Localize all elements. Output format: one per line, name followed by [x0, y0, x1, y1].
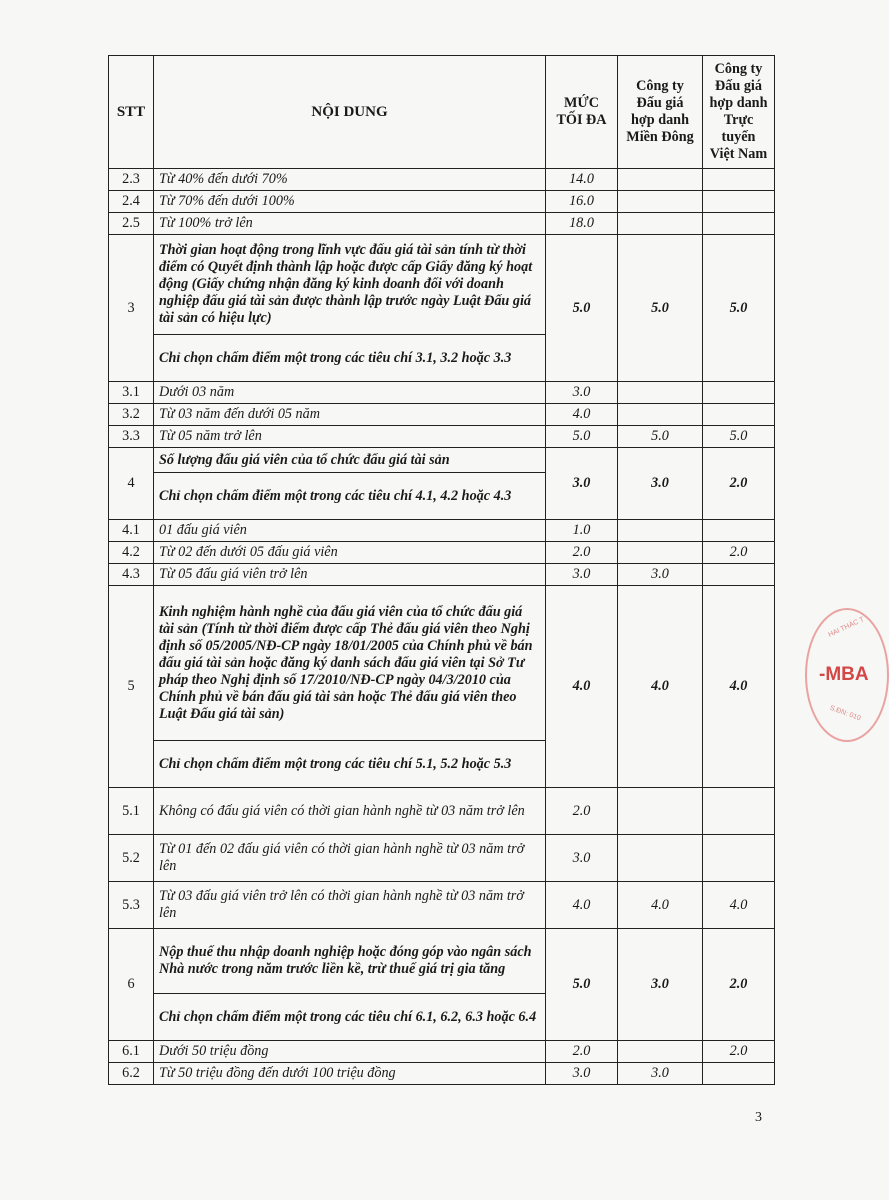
- row-stt: 6: [109, 929, 154, 1041]
- row-max: 2.0: [546, 542, 618, 564]
- table-row: [109, 382, 775, 404]
- row-stt: 5: [109, 586, 154, 788]
- row-company2: 4.0: [703, 882, 775, 929]
- stamp-top-text: HAI THÁC T: [827, 616, 866, 639]
- table-row: [109, 448, 775, 473]
- row-content: 01 đấu giá viên: [154, 520, 546, 542]
- row-company2: [703, 213, 775, 235]
- row-stt: 2.3: [109, 169, 154, 191]
- row-stt: 4.3: [109, 564, 154, 586]
- row-stt: 3.2: [109, 404, 154, 426]
- row-company1: 3.0: [618, 564, 703, 586]
- row-company2: [703, 520, 775, 542]
- row-stt: 2.4: [109, 191, 154, 213]
- table-row: [109, 542, 775, 564]
- row-company1: [618, 542, 703, 564]
- row-company1: [618, 788, 703, 835]
- row-content: Từ 03 đấu giá viên trở lên có thời gian hành nghề từ 03 năm trở lên: [154, 882, 546, 929]
- row-max: 4.0: [546, 586, 618, 788]
- scoring-table: [108, 55, 775, 1085]
- row-stt: 3.3: [109, 426, 154, 448]
- row-max: 5.0: [546, 235, 618, 382]
- table-row: [109, 426, 775, 448]
- table-row: [109, 520, 775, 542]
- row-stt: 5.3: [109, 882, 154, 929]
- table-row: [109, 586, 775, 741]
- row-max: 16.0: [546, 191, 618, 213]
- row-max: 4.0: [546, 882, 618, 929]
- row-company2: [703, 1063, 775, 1085]
- row-company1: [618, 169, 703, 191]
- criterion-note: Chỉ chọn chấm điểm một trong các tiêu chí 4.1, 4.2 hoặc 4.3: [154, 473, 546, 520]
- row-stt: 2.5: [109, 213, 154, 235]
- row-company2: [703, 169, 775, 191]
- row-max: 3.0: [546, 448, 618, 520]
- row-company1: [618, 404, 703, 426]
- header-content: NỘI DUNG: [154, 56, 546, 169]
- row-company1: [618, 213, 703, 235]
- row-company2: 4.0: [703, 586, 775, 788]
- row-max: 2.0: [546, 1041, 618, 1063]
- table-row: [109, 235, 775, 335]
- row-company2: [703, 564, 775, 586]
- row-max: 14.0: [546, 169, 618, 191]
- row-content: Từ 100% trở lên: [154, 213, 546, 235]
- row-stt: 4: [109, 448, 154, 520]
- table-row: [109, 213, 775, 235]
- criterion-title: Kinh nghiệm hành nghề của đấu giá viên của tổ chức đấu giá tài sản (Tính từ thời điểm được cấp Thẻ đấu giá viên theo Nghị định số 05/2005/NĐ-CP ngày 18/01/2005 của Chính phủ về bán đấu giá tài sản hoặc đăng ký danh sách đấu giá viên tại Sở Tư pháp theo Nghị định số 17/2010/NĐ-CP ngày 04/3/2010 của Chính phủ về bán đấu giá tài sản hoặc Thẻ đấu giá viên theo Luật Đấu giá tài sản): [154, 586, 546, 741]
- stamp-bottom-text: S.ĐN: 010: [828, 704, 862, 723]
- table-row: [109, 169, 775, 191]
- table-row: [109, 929, 775, 994]
- row-company1: [618, 520, 703, 542]
- row-stt: 5.2: [109, 835, 154, 882]
- table-row: [109, 191, 775, 213]
- row-company2: [703, 788, 775, 835]
- row-company2: 2.0: [703, 448, 775, 520]
- table-row: [109, 788, 775, 835]
- row-stt: 4.2: [109, 542, 154, 564]
- row-company1: 4.0: [618, 586, 703, 788]
- row-content: Từ 05 đấu giá viên trở lên: [154, 564, 546, 586]
- header-stt: STT: [109, 56, 154, 169]
- red-stamp: [805, 608, 889, 742]
- row-stt: 6.2: [109, 1063, 154, 1085]
- table-row: [109, 1041, 775, 1063]
- row-company2: [703, 404, 775, 426]
- criterion-title: Số lượng đấu giá viên của tổ chức đấu giá tài sản: [154, 448, 546, 473]
- row-content: Từ 50 triệu đồng đến dưới 100 triệu đồng: [154, 1063, 546, 1085]
- row-company2: 5.0: [703, 235, 775, 382]
- stamp-middle-text: -MBA: [819, 664, 869, 685]
- row-content: Từ 02 đến dưới 05 đấu giá viên: [154, 542, 546, 564]
- row-company2: [703, 835, 775, 882]
- row-company2: 2.0: [703, 929, 775, 1041]
- row-content: Từ 03 năm đến dưới 05 năm: [154, 404, 546, 426]
- row-content: Từ 01 đến 02 đấu giá viên có thời gian hành nghề từ 03 năm trở lên: [154, 835, 546, 882]
- row-company1: 3.0: [618, 448, 703, 520]
- row-max: 5.0: [546, 426, 618, 448]
- row-max: 3.0: [546, 1063, 618, 1085]
- criterion-title: Nộp thuế thu nhập doanh nghiệp hoặc đóng góp vào ngân sách Nhà nước trong năm trước liền kề, trừ thuế giá trị gia tăng: [154, 929, 546, 994]
- row-max: 4.0: [546, 404, 618, 426]
- row-content: Dưới 50 triệu đồng: [154, 1041, 546, 1063]
- row-company1: 4.0: [618, 882, 703, 929]
- row-company2: 2.0: [703, 542, 775, 564]
- row-company2: [703, 382, 775, 404]
- row-max: 3.0: [546, 382, 618, 404]
- row-stt: 3: [109, 235, 154, 382]
- row-stt: 5.1: [109, 788, 154, 835]
- table-row: [109, 564, 775, 586]
- header-max-score: MỨC TỐI ĐA: [546, 56, 618, 169]
- row-max: 3.0: [546, 835, 618, 882]
- row-stt: 3.1: [109, 382, 154, 404]
- row-company1: [618, 835, 703, 882]
- table-row: [109, 835, 775, 882]
- row-content: Dưới 03 năm: [154, 382, 546, 404]
- row-company1: 5.0: [618, 426, 703, 448]
- row-company1: 5.0: [618, 235, 703, 382]
- row-company1: [618, 191, 703, 213]
- row-company2: [703, 191, 775, 213]
- header-company-mien-dong: Công ty Đấu giá hợp danh Miền Đông: [618, 56, 703, 169]
- criterion-note: Chỉ chọn chấm điểm một trong các tiêu chí 5.1, 5.2 hoặc 5.3: [154, 741, 546, 788]
- row-company2: 2.0: [703, 1041, 775, 1063]
- criterion-note: Chỉ chọn chấm điểm một trong các tiêu chí 3.1, 3.2 hoặc 3.3: [154, 335, 546, 382]
- row-company1: 3.0: [618, 1063, 703, 1085]
- row-stt: 6.1: [109, 1041, 154, 1063]
- header-company-truc-tuyen: Công ty Đấu giá hợp danh Trực tuyến Việt Nam: [703, 56, 775, 169]
- page-number: 3: [755, 1110, 762, 1125]
- row-company1: [618, 1041, 703, 1063]
- row-content: Không có đấu giá viên có thời gian hành nghề từ 03 năm trở lên: [154, 788, 546, 835]
- row-content: Từ 40% đến dưới 70%: [154, 169, 546, 191]
- table-row: [109, 404, 775, 426]
- table-row: [109, 1063, 775, 1085]
- row-stt: 4.1: [109, 520, 154, 542]
- row-max: 3.0: [546, 564, 618, 586]
- row-max: 18.0: [546, 213, 618, 235]
- criterion-note: Chỉ chọn chấm điểm một trong các tiêu chí 6.1, 6.2, 6.3 hoặc 6.4: [154, 994, 546, 1041]
- row-company1: [618, 382, 703, 404]
- row-content: Từ 70% đến dưới 100%: [154, 191, 546, 213]
- header-row: [109, 56, 775, 169]
- row-max: 2.0: [546, 788, 618, 835]
- table-row: [109, 882, 775, 929]
- criterion-title: Thời gian hoạt động trong lĩnh vực đấu giá tài sản tính từ thời điểm có Quyết định thành lập hoặc được cấp Giấy đăng ký hoạt động (Giấy chứng nhận đăng ký kinh doanh đối với doanh nghiệp đấu giá tài sản được thành lập trước ngày Luật Đấu giá tài sản có hiệu lực): [154, 235, 546, 335]
- row-max: 5.0: [546, 929, 618, 1041]
- row-content: Từ 05 năm trở lên: [154, 426, 546, 448]
- row-max: 1.0: [546, 520, 618, 542]
- row-company1: 3.0: [618, 929, 703, 1041]
- row-company2: 5.0: [703, 426, 775, 448]
